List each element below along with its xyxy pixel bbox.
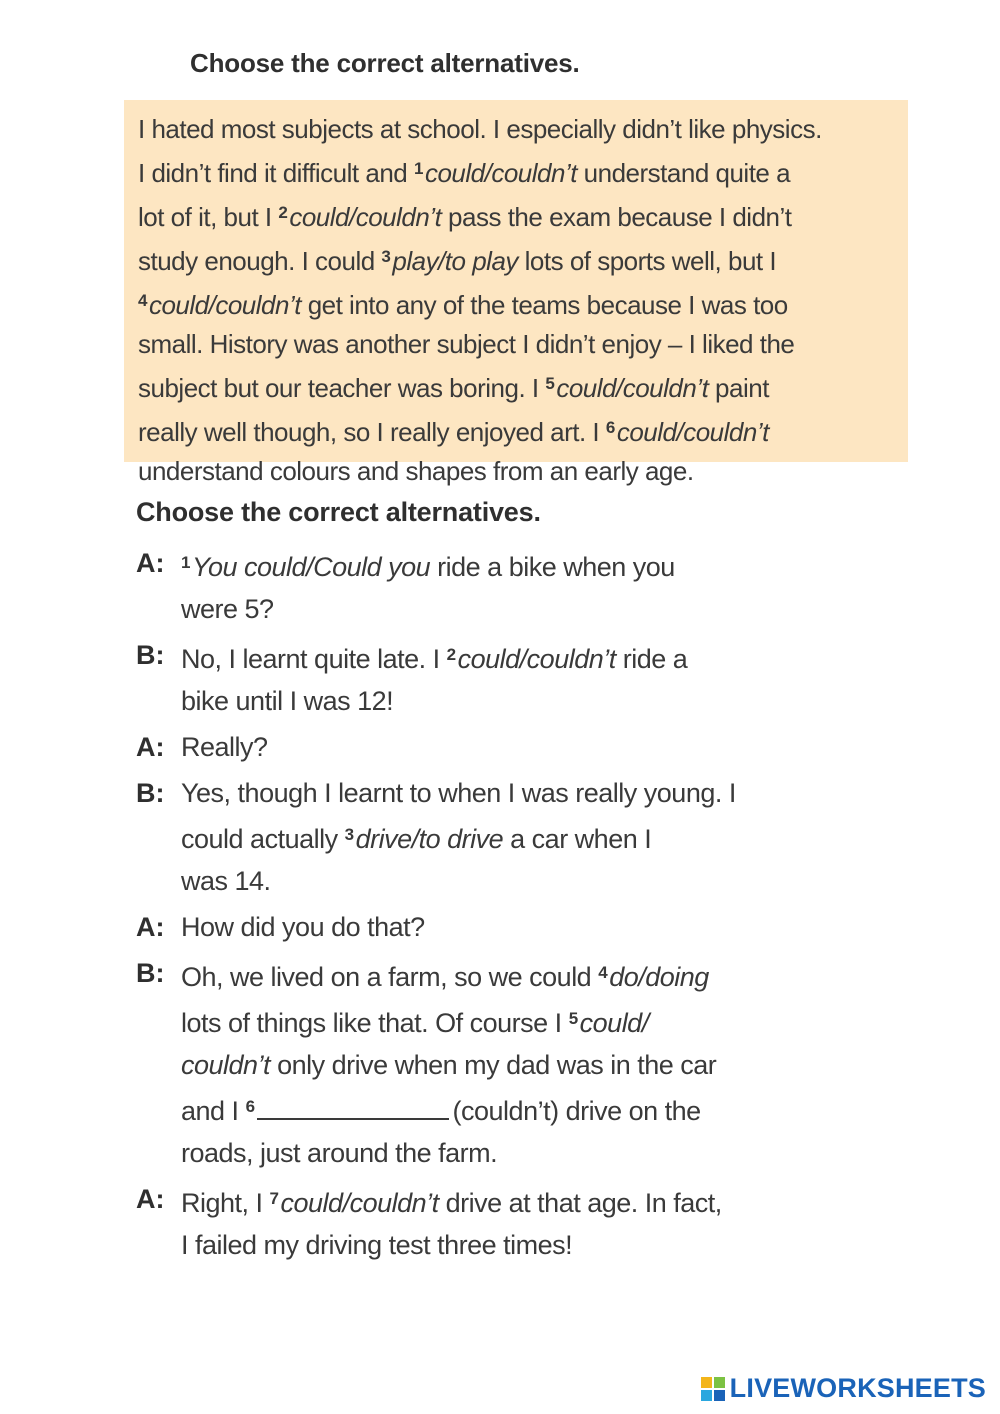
dialogue-line: [181, 1132, 836, 1174]
brand-name: LIVEWORKSHEETS: [729, 1373, 986, 1403]
item-number: 6: [605, 418, 615, 437]
item-number: 1: [181, 553, 190, 572]
text-segment: No, I learnt quite late. I: [181, 644, 447, 674]
item-number: 6: [245, 1097, 255, 1116]
text-segment: subject but our teacher was boring. I: [138, 373, 546, 403]
exercise-2-dialogue: [136, 542, 836, 1270]
answer-alternatives: couldn’t: [181, 1050, 271, 1080]
passage-line: [138, 281, 894, 325]
passage-line: [138, 110, 894, 149]
text-segment: lots of things like that. Of course I: [181, 1008, 569, 1038]
text-segment: (couldn’t) drive on the: [452, 1096, 701, 1126]
dialogue-line: [181, 860, 836, 902]
exercise-1-passage: [124, 100, 908, 486]
answer-alternatives: could/couldn’t: [556, 373, 709, 403]
speaker-label: A:: [136, 1184, 165, 1214]
dialogue-turn: [136, 772, 836, 902]
text-segment: ride a: [615, 644, 688, 674]
answer-alternatives: could/couldn’t: [457, 644, 616, 674]
answer-alternatives: play/to play: [392, 246, 518, 276]
passage-line: [138, 364, 894, 408]
text-segment: Oh, we lived on a farm, so we could: [181, 962, 599, 992]
text-segment: bike until I was 12!: [181, 686, 394, 716]
text-segment: I hated most subjects at school. I especially didn’t like physics.: [138, 114, 822, 144]
speaker-label: A:: [136, 912, 165, 942]
dialogue-turn: [136, 542, 836, 630]
logo-square: [714, 1377, 725, 1388]
text-segment: How did you do that?: [181, 912, 425, 942]
logo-square: [701, 1377, 712, 1388]
exercise-1-heading: Choose the correct alternatives.: [190, 48, 580, 78]
dialogue-turn: [136, 634, 836, 722]
logo-square: [714, 1390, 725, 1401]
answer-alternatives: could/couldn’t: [616, 417, 769, 447]
dialogue-line: [181, 998, 836, 1044]
dialogue-turn: [136, 1178, 836, 1266]
text-segment: Really?: [181, 732, 268, 762]
dialogue-line: [181, 726, 836, 768]
answer-alternatives: could/couldn’t: [280, 1188, 439, 1218]
dialogue-line: [181, 542, 836, 588]
passage-line: [138, 325, 894, 364]
answer-alternatives: could/couldn’t: [424, 158, 577, 188]
text-segment: understand colours and shapes from an early age.: [138, 456, 694, 486]
speaker-label: A:: [136, 548, 165, 578]
item-number: 5: [568, 1009, 578, 1028]
dialogue-line: [181, 814, 836, 860]
dialogue-line: [181, 634, 836, 680]
text-segment: Right, I: [181, 1188, 270, 1218]
text-segment: get into any of the teams because I was too: [300, 290, 788, 320]
dialogue-line: [181, 1086, 836, 1132]
text-segment: I didn’t find it difficult and: [138, 158, 414, 188]
item-number: 2: [446, 645, 456, 664]
speaker-label: B:: [136, 958, 165, 988]
speaker-label: B:: [136, 778, 165, 808]
answer-alternatives: You could/Could you: [191, 552, 431, 582]
logo-square: [701, 1390, 712, 1401]
dialogue-turn: [136, 952, 836, 1174]
liveworksheets-logo-icon: [701, 1377, 725, 1401]
text-segment: lots of sports well, but I: [517, 246, 777, 276]
text-segment: ride a bike when you: [430, 552, 675, 582]
text-segment: study enough. I could: [138, 246, 382, 276]
answer-alternatives: could/couldn’t: [148, 290, 301, 320]
dialogue-line: [181, 772, 836, 814]
text-segment: was 14.: [181, 866, 271, 896]
answer-alternatives: do/doing: [609, 962, 709, 992]
text-segment: a car when I: [503, 824, 652, 854]
passage-line: [138, 408, 894, 452]
speaker-label: B:: [136, 640, 165, 670]
text-segment: roads, just around the farm.: [181, 1138, 498, 1168]
item-number: 4: [598, 963, 608, 982]
text-segment: could actually: [181, 824, 345, 854]
text-segment: paint: [708, 373, 769, 403]
dialogue-turn: [136, 726, 836, 768]
exercise-2-heading: Choose the correct alternatives.: [136, 497, 541, 527]
dialogue-turn: [136, 906, 836, 948]
item-number: 7: [269, 1189, 279, 1208]
text-segment: drive at that age. In fact,: [438, 1188, 722, 1218]
answer-alternatives: could/couldn’t: [289, 202, 442, 232]
passage-line: [138, 237, 894, 281]
text-segment: small. History was another subject I didn’t enjoy – I liked the: [138, 329, 795, 359]
text-segment: Yes, though I learnt to when I was really young. I: [181, 778, 736, 808]
item-number: 3: [381, 247, 391, 266]
item-number: 3: [344, 825, 354, 844]
dialogue-line: [181, 1224, 836, 1266]
text-segment: and I: [181, 1096, 246, 1126]
text-segment: lot of it, but I: [138, 202, 279, 232]
item-number: 1: [413, 159, 423, 178]
text-segment: only drive when my dad was in the car: [270, 1050, 717, 1080]
answer-blank: [257, 1096, 449, 1120]
answer-alternatives: drive/to drive: [355, 824, 504, 854]
passage-line: [138, 452, 894, 491]
speaker-label: A:: [136, 732, 165, 762]
liveworksheets-branding: [701, 1373, 986, 1404]
item-number: 4: [138, 291, 147, 310]
dialogue-line: [181, 1178, 836, 1224]
dialogue-line: [181, 680, 836, 722]
text-segment: understand quite a: [576, 158, 791, 188]
dialogue-line: [181, 1044, 836, 1086]
text-segment: really well though, so I really enjoyed art. I: [138, 417, 606, 447]
dialogue-line: [181, 952, 836, 998]
item-number: 2: [278, 203, 288, 222]
text-segment: pass the exam because I didn’t: [441, 202, 792, 232]
text-segment: I failed my driving test three times!: [181, 1230, 573, 1260]
passage-line: [138, 193, 894, 237]
answer-alternatives: could/: [579, 1008, 649, 1038]
dialogue-line: [181, 588, 836, 630]
text-segment: were 5?: [181, 594, 274, 624]
dialogue-line: [181, 906, 836, 948]
passage-line: [138, 149, 894, 193]
item-number: 5: [545, 374, 555, 393]
